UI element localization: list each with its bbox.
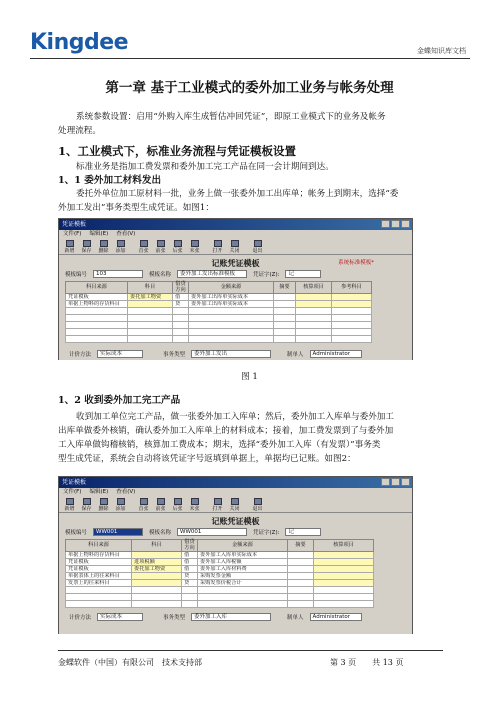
new-icon xyxy=(66,498,74,505)
template-name-field[interactable]: 委外加工发出标准模板 xyxy=(177,270,247,278)
delete-icon xyxy=(100,240,108,247)
section-1-title: 1、工业模式下，标准业务流程与凭证模板设置 xyxy=(58,144,296,158)
form-title: 记账凭证模板 xyxy=(211,517,260,526)
tool-delete-button[interactable]: 删除 xyxy=(95,498,112,512)
header-rule xyxy=(30,58,470,59)
tool-first-button[interactable]: 首张 xyxy=(135,240,152,254)
prev-icon xyxy=(157,498,165,505)
new-icon xyxy=(66,240,74,247)
first-icon xyxy=(140,240,148,247)
tool-new-button[interactable]: 新增 xyxy=(61,498,78,512)
voucher-template-table: 科目来源 科目 借贷方向 金额来源 摘要 核算项目 参考科目 凭证模板 委托加工物资 借 委外加工出库单实际成本 单据上物料的存货科目 贷 委外加工出库单实际成本 xyxy=(65,281,372,343)
chapter-title: 第一章 基于工业模式的委外加工业务与帐务处理 xyxy=(105,80,394,96)
table-row[interactable]: 凭证模板 进项税额 借 委外加工入库税额 xyxy=(66,559,374,566)
maximize-button[interactable] xyxy=(391,220,400,228)
menu-view[interactable]: 查看(V) xyxy=(116,231,136,237)
close-icon xyxy=(231,240,239,247)
add-icon xyxy=(117,498,125,505)
table-row[interactable]: 凭证模板 委托加工物资 借 委外加工入库材料费 xyxy=(66,566,374,573)
tool-close-button[interactable]: 关闭 xyxy=(226,498,243,512)
template-name-field[interactable]: WW001 xyxy=(177,528,247,536)
tool-save-button[interactable]: 保存 xyxy=(78,240,95,254)
tool-prev-button[interactable]: 前张 xyxy=(152,498,169,512)
tool-last-button[interactable]: 末张 xyxy=(186,498,203,512)
add-icon xyxy=(117,240,125,247)
calc-method-field[interactable]: 实际成本 xyxy=(97,613,143,621)
minimize-button[interactable] xyxy=(381,220,390,228)
tool-delete-button[interactable]: 删除 xyxy=(95,240,112,254)
close-button[interactable] xyxy=(401,220,410,228)
next-icon xyxy=(174,240,182,247)
intro-line-2: 处理流程。 xyxy=(58,126,101,136)
tool-next-button[interactable]: 后张 xyxy=(169,498,186,512)
tool-save-button[interactable]: 保存 xyxy=(78,498,95,512)
tool-close-button[interactable]: 关闭 xyxy=(226,240,243,254)
menu-view[interactable]: 查看(V) xyxy=(116,489,136,495)
window-titlebar: 凭证模板 xyxy=(59,219,412,230)
exit-icon xyxy=(254,498,262,505)
subsection-1-2-text: 收到加工单位完工产品，做一张委外加工入库单；然后，委外加工入库单与委外加工 出库单做委外核销，确认委外加工入库单上的材料成本；接着，加工费发票到了与委外加 工入库单做钩稽核销，核算加工费成本；期末，选择“委外加工入库（有发票）”事务类 型生成凭证，系统会自动将该凭证字号返填到单据上，单据均已记账。如图2： xyxy=(58,412,394,464)
template-footer-row: 计价方法 实际成本 事务类型 委外加工入库 制单人 Administrator xyxy=(59,612,412,622)
template-no-field[interactable]: 103 xyxy=(93,270,143,278)
window-titlebar: 凭证模板 xyxy=(59,477,412,488)
menu-file[interactable]: 文件(F) xyxy=(63,231,82,237)
save-icon xyxy=(83,498,91,505)
template-fields-row: 模板编号 WW001 模板名称 WW001 凭证字(Z): 记 xyxy=(59,527,412,537)
subsection-1-1-title: 1、1 委外加工材料发出 xyxy=(58,175,162,186)
last-icon xyxy=(191,240,199,247)
voucher-word-select[interactable]: 记 xyxy=(285,270,321,278)
maker-field[interactable]: Administrator xyxy=(310,613,362,621)
close-icon xyxy=(231,498,239,505)
table-row[interactable]: 凭证模板 委托加工物资 借 委外加工出库单实际成本 xyxy=(66,294,372,301)
template-no-field[interactable]: WW001 xyxy=(93,528,143,536)
menu-bar xyxy=(59,488,412,497)
tool-exit-button[interactable]: 退出 xyxy=(249,498,266,512)
table-row[interactable]: 单据表体上的往来科目 贷 采购发票金额 xyxy=(66,573,374,580)
form-title: 记账凭证模板 xyxy=(211,259,260,268)
open-icon xyxy=(214,498,222,505)
tool-add-button[interactable]: 添加 xyxy=(112,498,129,512)
figure-1-window xyxy=(58,218,413,360)
prev-icon xyxy=(157,240,165,247)
tool-open-button[interactable]: 打开 xyxy=(209,498,226,512)
tool-open-button[interactable]: 打开 xyxy=(209,240,226,254)
menu-edit[interactable]: 编辑(E) xyxy=(89,231,109,237)
first-icon xyxy=(140,498,148,505)
voucher-word-select[interactable]: 记 xyxy=(285,528,321,536)
figure-1-caption: 图 1 xyxy=(241,372,258,382)
next-icon xyxy=(174,498,182,505)
footer-rule xyxy=(58,650,443,651)
transaction-type-field[interactable]: 委外加工发出 xyxy=(191,350,271,358)
exit-icon xyxy=(254,240,262,247)
table-row[interactable]: 单据上物料的存货科目 贷 委外加工出库单实际成本 xyxy=(66,301,372,308)
toolbar xyxy=(59,239,412,255)
minimize-button[interactable] xyxy=(381,478,390,486)
delete-icon xyxy=(100,498,108,505)
open-icon xyxy=(214,240,222,247)
intro-paragraph xyxy=(58,110,443,138)
voucher-template-table: 科目来源 科目 借贷方向 金额来源 摘要 核算项目 单据上物料的存货科目 借 委外加工入库单实际成本 凭证模板 进项税额 借 委外加工入库税额 凭证模板 委托加工物资 借 委外加工入库材料费 单据表体上的往来科目 贷 采购发票金额 发票上的往来科目 贷 采购发票价税合计 xyxy=(65,539,374,608)
menu-file[interactable]: 文件(F) xyxy=(63,489,82,495)
intro-line-1: 系统参数设置：启用“外购入库生成暂估冲回凭证”，即原工业模式下的业务及帐务 xyxy=(76,112,386,122)
tool-last-button[interactable]: 末张 xyxy=(186,240,203,254)
tool-exit-button[interactable]: 退出 xyxy=(249,240,266,254)
section-1-desc: 标准业务是指加工费发票和委外加工完工产品在同一会计期间到达。 xyxy=(76,162,334,172)
subsection-1-1-text: 委托外单位加工原材料一批，业务上做一张委外加工出库单；帐务上到期末，选择“委 外加工发出”事务类型生成凭证。如图1： xyxy=(58,189,399,213)
figure-2-window xyxy=(58,476,413,634)
kingdee-logo: Kingdee xyxy=(30,30,129,55)
subsection-1-2-title: 1、2 收到委外加工完工产品 xyxy=(58,395,181,406)
template-fields-row: 模板编号 103 模板名称 委外加工发出标准模板 凭证字(Z): 记 xyxy=(59,269,412,279)
table-row[interactable]: 发票上的往来科目 贷 采购发票价税合计 xyxy=(66,580,374,587)
tool-prev-button[interactable]: 前张 xyxy=(152,240,169,254)
toolbar xyxy=(59,497,412,513)
footer-page-number: 第 3 页 共 13 页 xyxy=(330,658,404,667)
tool-next-button[interactable]: 后张 xyxy=(169,240,186,254)
maker-field[interactable]: Administrator xyxy=(310,350,362,358)
footer-company: 金蝶软件（中国）有限公司 技术支持部 xyxy=(58,658,202,667)
last-icon xyxy=(191,498,199,505)
calc-method-field[interactable]: 实际成本 xyxy=(97,350,143,358)
save-icon xyxy=(83,240,91,247)
tool-first-button[interactable]: 首张 xyxy=(135,498,152,512)
menu-edit[interactable]: 编辑(E) xyxy=(89,489,109,495)
table-row[interactable]: 单据上物料的存货科目 借 委外加工入库单实际成本 xyxy=(66,552,374,559)
page-header xyxy=(30,24,470,60)
close-button[interactable] xyxy=(401,478,410,486)
system-template-tag: 系统标准模板* xyxy=(338,260,374,266)
transaction-type-field[interactable]: 委外加工入库 xyxy=(191,613,271,621)
header-note: 金蝶知识库文档 xyxy=(417,47,466,55)
menu-bar xyxy=(59,230,412,239)
tool-add-button[interactable]: 添加 xyxy=(112,240,129,254)
template-footer-row: 计价方法 实际成本 事务类型 委外加工发出 制单人 Administrator xyxy=(59,349,412,359)
maximize-button[interactable] xyxy=(391,478,400,486)
tool-new-button[interactable]: 新增 xyxy=(61,240,78,254)
